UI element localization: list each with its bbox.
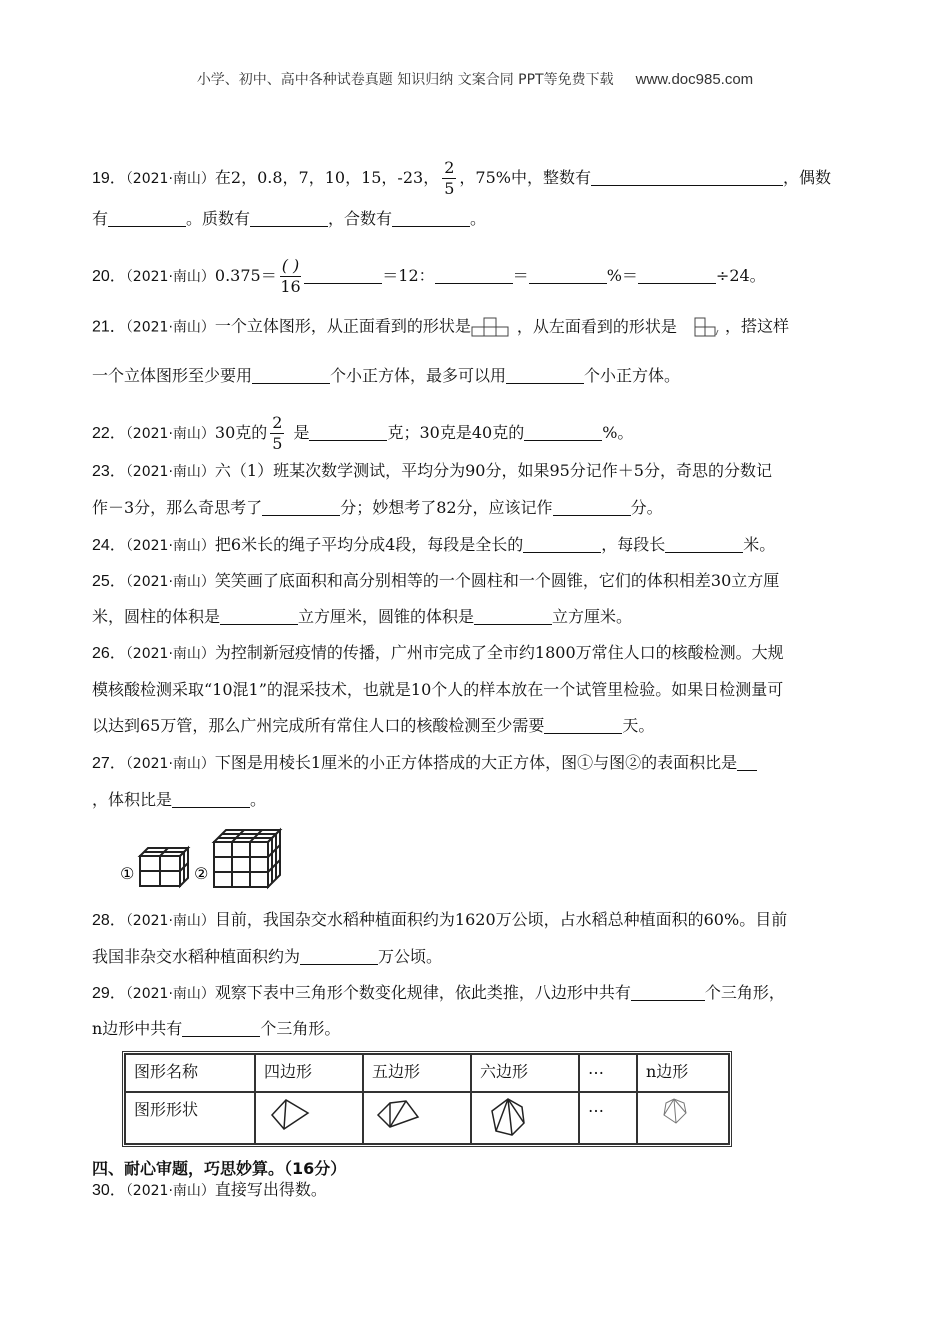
page-header [0,69,950,89]
header-url[interactable]: www.doc985.com [635,71,754,88]
question-text: %。 [602,423,634,442]
question-number: 22． [92,425,126,442]
question-number: 23． [92,463,126,480]
question-source: （2021·南山） [125,171,215,187]
table-row [125,1054,729,1092]
fraction [270,413,284,454]
question-source: （2021·南山） [125,269,215,285]
question-text: ，75%中，整数有 [459,168,591,187]
question-text: ＝12： [382,266,435,285]
table-cell [471,1092,579,1144]
cube-2x2-icon [140,848,188,886]
question-text: 克；30克是40克的 [387,423,525,442]
question-text: 目前，我国杂交水稻种植面积约为1620万公顷，占水稻总种植面积的60%。目前 [214,910,788,929]
pentagon-icon [376,1097,420,1133]
answer-blank[interactable] [304,267,382,284]
question-text: 为控制新冠疫情的传播，广州市完成了全市约1800万常住人口的核酸检测。大规 [214,643,784,662]
answer-blank[interactable] [665,536,743,553]
answer-blank[interactable] [250,210,328,227]
question-number: 26． [92,645,126,662]
question-source: （2021·南山） [125,913,215,929]
question-source: （2021·南山） [125,319,215,336]
question-text: 立方厘米，圆锥的体积是 [298,607,475,626]
question-25 [92,571,779,592]
answer-blank[interactable] [309,424,387,441]
answer-blank[interactable] [474,608,552,625]
question-text: 。 [250,790,267,809]
front-view-icon [471,317,509,337]
question-number: 19． [92,170,126,187]
polygon-table [122,1051,732,1147]
question-text: ÷24。 [715,266,766,285]
question-source: （2021·南山） [125,426,215,442]
question-text: 在2，0.8，7，10，15，-23， [214,168,440,187]
question-29 [92,983,785,1004]
question-27 [92,753,757,774]
question-text: %＝ [606,266,638,285]
answer-blank[interactable] [631,984,705,1001]
question-text: 一个立体图形至少要用 [92,366,253,385]
question-text: 个三角形。 [260,1019,341,1038]
answer-blank[interactable] [591,169,783,186]
question-text: 作－3分，那么奇思考了 [92,498,263,517]
answer-blank[interactable] [108,210,186,227]
table-cell: … [579,1092,637,1144]
fraction [280,256,302,297]
question-text: 下图是用棱长1厘米的小正方体搭成的大正方体，图①与图②的表面积比是 [214,753,738,772]
question-text: 以达到65万管，那么广州完成所有常住人口的核酸检测至少需要 [92,716,545,735]
question-26-line3 [92,716,654,736]
table-cell [637,1092,729,1144]
cubes-figure [120,826,290,890]
question-27-line2 [92,790,266,810]
question-number: 24． [92,537,126,554]
fraction [442,158,456,199]
answer-blank[interactable] [220,608,298,625]
fraction-numerator: ( ) [281,256,300,275]
question-number: 30． [92,1182,126,1199]
answer-blank[interactable] [182,1020,260,1037]
table-cell [363,1092,471,1144]
answer-blank[interactable] [524,424,602,441]
answer-blank[interactable] [392,210,470,227]
answer-blank[interactable] [638,267,716,284]
question-text: 米，圆柱的体积是 [92,607,221,626]
figure-label-2: ② [194,864,209,883]
question-source: （2021·南山） [125,1183,215,1199]
answer-blank[interactable] [435,267,513,284]
table-cell [255,1092,363,1144]
table-cell: 六边形 [471,1054,579,1092]
hexagon-icon [488,1097,528,1137]
answer-blank[interactable] [553,499,631,516]
fraction-denominator: 16 [280,277,301,296]
table-cell: n边形 [637,1054,729,1092]
question-28-line2 [92,947,442,967]
header-text: 小学、初中、高中各种试卷真题 知识归纳 文案合同 PPT等免费下载 [196,72,614,88]
table-cell: 图形形状 [125,1092,255,1144]
question-21 [92,316,789,338]
question-29-line2 [92,1019,340,1039]
question-19-line2 [92,209,486,229]
question-text: 把6米长的绳子平均分成4段，每段是全长的 [214,535,524,554]
answer-blank[interactable] [737,754,757,771]
figure-label-1: ① [120,864,135,883]
question-26 [92,643,784,664]
question-text: 分；妙想考了82分，应该记作 [340,498,553,517]
question-text: 万公顷。 [378,947,443,966]
question-number: 20． [92,268,126,285]
question-text: 个小正方体。 [584,366,681,385]
question-source: （2021·南山） [125,756,215,772]
question-text: 。质数有 [186,209,251,228]
fraction-numerator: 2 [444,158,455,177]
question-23-line2 [92,498,663,518]
question-source: （2021·南山） [125,986,215,1002]
cube-3x3-icon [214,830,280,887]
fraction-numerator: 2 [272,413,283,432]
question-text: 个三角形， [704,983,785,1002]
table-cell: 五边形 [363,1054,471,1092]
question-19 [92,158,831,199]
question-text: 笑笑画了底面积和高分别相等的一个圆柱和一个圆锥，它们的体积相差30立方厘 [214,571,780,590]
answer-blank[interactable] [172,791,250,808]
question-text: ，体积比是 [92,790,173,809]
question-source: （2021·南山） [125,538,215,554]
question-text: ，从左面看到的形状是 [516,316,677,336]
table-cell: … [579,1054,637,1092]
question-21-line2 [92,366,680,386]
question-text: ，搭这样 [724,316,789,336]
table-cell: 四边形 [255,1054,363,1092]
question-text: 天。 [622,716,655,735]
question-text: 有 [92,209,109,228]
question-25-line2 [92,607,632,627]
question-source: （2021·南山） [125,646,215,662]
question-text: 我国非杂交水稻种植面积约为 [92,947,301,966]
fraction-denominator: 5 [272,434,283,453]
question-text: ＝ [512,266,529,285]
answer-blank[interactable] [300,948,378,965]
question-20 [92,256,766,297]
question-text: 模核酸检测采取“10混1”的混采技术，也就是10个人的样本放在一个试管里检验。如果日检测量可 [92,680,784,699]
answer-blank[interactable] [523,536,601,553]
question-text: 30克的 [214,423,268,442]
question-24 [92,535,775,556]
question-text: 直接写出得数。 [214,1180,327,1199]
question-text: 。 [470,209,487,228]
question-number: 29． [92,985,126,1002]
left-view-icon [691,316,725,338]
question-28 [92,910,787,931]
answer-blank[interactable] [544,717,622,734]
question-text: 米。 [743,535,776,554]
question-text: 个小正方体，最多可以用 [330,366,507,385]
answer-blank[interactable] [252,367,330,384]
question-text: n边形中共有 [92,1019,183,1038]
answer-blank[interactable] [262,499,340,516]
question-text: 分。 [630,498,663,517]
question-text: ，每段长 [601,535,666,554]
question-text: 是 [293,423,310,442]
question-text: ，合数有 [328,209,393,228]
question-text: 一个立体图形，从正面看到的形状是 [214,316,471,336]
answer-blank[interactable] [529,267,607,284]
table-row [125,1092,729,1144]
question-text: 六（1）班某次数学测试，平均分为90分，如果95分记作＋5分，奇思的分数记 [214,461,772,480]
table-cell: 图形名称 [125,1054,255,1092]
fraction-denominator: 5 [444,179,455,198]
question-23 [92,461,772,482]
section-title: 四、耐心审题，巧思妙算。（16分） [92,1159,347,1178]
question-22 [92,413,633,454]
question-source: （2021·南山） [125,574,215,590]
answer-blank[interactable] [506,367,584,384]
n-gon-icon [660,1097,690,1127]
question-text: 立方厘米。 [552,607,633,626]
question-26-line2 [92,680,783,700]
question-number: 21． [92,318,126,336]
question-number: 27． [92,755,126,772]
question-text: 0.375＝ [214,266,277,285]
question-number: 28． [92,912,126,929]
question-text: 观察下表中三角形个数变化规律，依此类推，八边形中共有 [214,983,631,1002]
question-source: （2021·南山） [125,464,215,480]
question-text: ，偶数 [782,168,831,187]
question-30 [92,1180,327,1201]
quadrilateral-icon [270,1097,310,1133]
question-number: 25． [92,573,126,590]
